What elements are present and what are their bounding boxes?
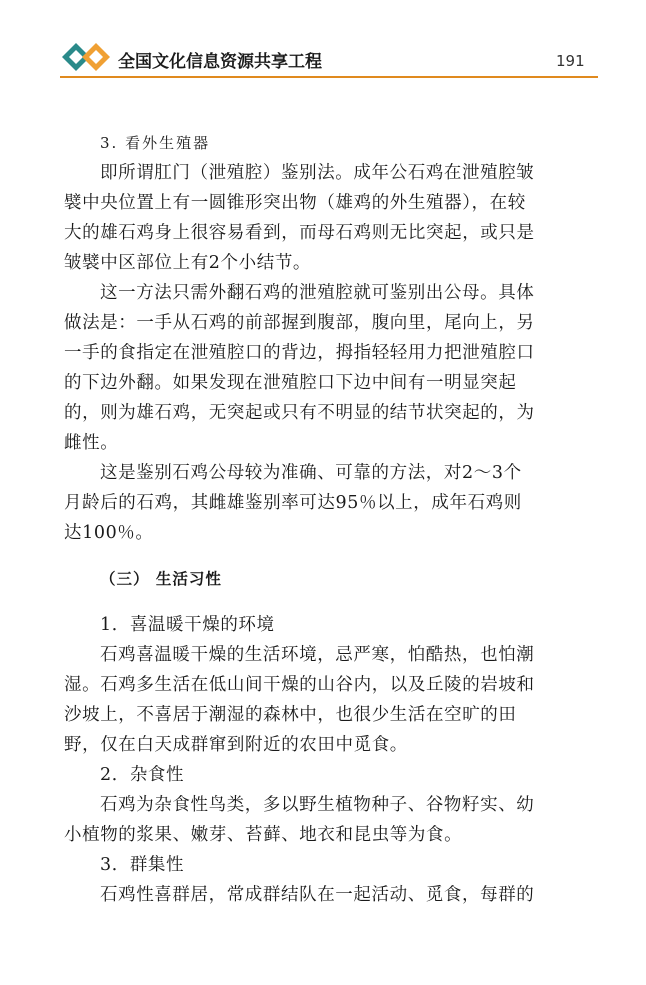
page-number: 191: [556, 52, 585, 70]
subheading: 1．喜温暖干燥的环境: [100, 615, 275, 635]
paragraph-line: 湿。石鸡多生活在低山间干燥的山谷内，以及丘陵的岩坡和: [64, 675, 535, 695]
paragraph-line: 小植物的浆果、嫩芽、苔藓、地衣和昆虫等为食。: [64, 825, 463, 845]
paragraph-line: 石鸡性喜群居，常成群结队在一起活动、觅食，每群的: [100, 885, 535, 905]
paragraph-line: 沙坡上，不喜居于潮湿的森林中，也很少生活在空旷的田: [64, 705, 517, 725]
paragraph-line: 达100％。: [64, 523, 154, 543]
section-heading: （三） 生活习性: [100, 569, 222, 588]
subheading: 2．杂食性: [100, 765, 185, 785]
paragraph-line: 即所谓肛门（泄殖腔）鉴别法。成年公石鸡在泄殖腔皱: [100, 163, 535, 183]
paragraph-line: 这是鉴别石鸡公母较为准确、可靠的方法，对2～3个: [100, 463, 522, 483]
paragraph-line: 的下边外翻。如果发现在泄殖腔口下边中间有一明显突起: [64, 373, 517, 393]
page-header: [0, 0, 646, 80]
paragraph-line: 大的雄石鸡身上很容易看到，而母石鸡则无比突起，或只是: [64, 223, 535, 243]
header-title: 全国文化信息资源共享工程: [118, 52, 322, 72]
paragraph-line: 的，则为雄石鸡，无突起或只有不明显的结节状突起的，为: [64, 403, 535, 423]
logo-icon: [60, 40, 114, 74]
paragraph-line: 月龄后的石鸡，其雌雄鉴别率可达95％以上，成年石鸡则: [64, 493, 522, 513]
paragraph-line: 做法是：一手从石鸡的前部握到腹部，腹向里，尾向上，另: [64, 313, 535, 333]
subheading: 3．群集性: [100, 855, 185, 875]
paragraph-line: 这一方法只需外翻石鸡的泄殖腔就可鉴别出公母。具体: [100, 283, 535, 303]
paragraph-line: 雌性。: [64, 433, 119, 453]
paragraph-line: 一手的食指定在泄殖腔口的背边，拇指轻轻用力把泄殖腔口: [64, 343, 535, 363]
paragraph-line: 皱襞中区部位上有2个小结节。: [64, 253, 312, 273]
page-content: [64, 128, 584, 910]
paragraph-line: 石鸡为杂食性鸟类，多以野生植物种子、谷物籽实、幼: [100, 795, 535, 815]
subheading: 3. 看外生殖器: [100, 134, 211, 152]
paragraph-line: 野，仅在白天成群窜到附近的农田中觅食。: [64, 735, 408, 755]
paragraph-line: 襞中央位置上有一圆锥形突出物（雄鸡的外生殖器），在较: [64, 193, 526, 213]
header-divider: [60, 76, 598, 78]
paragraph-line: 石鸡喜温暖干燥的生活环境，忌严寒，怕酷热，也怕潮: [100, 645, 535, 665]
